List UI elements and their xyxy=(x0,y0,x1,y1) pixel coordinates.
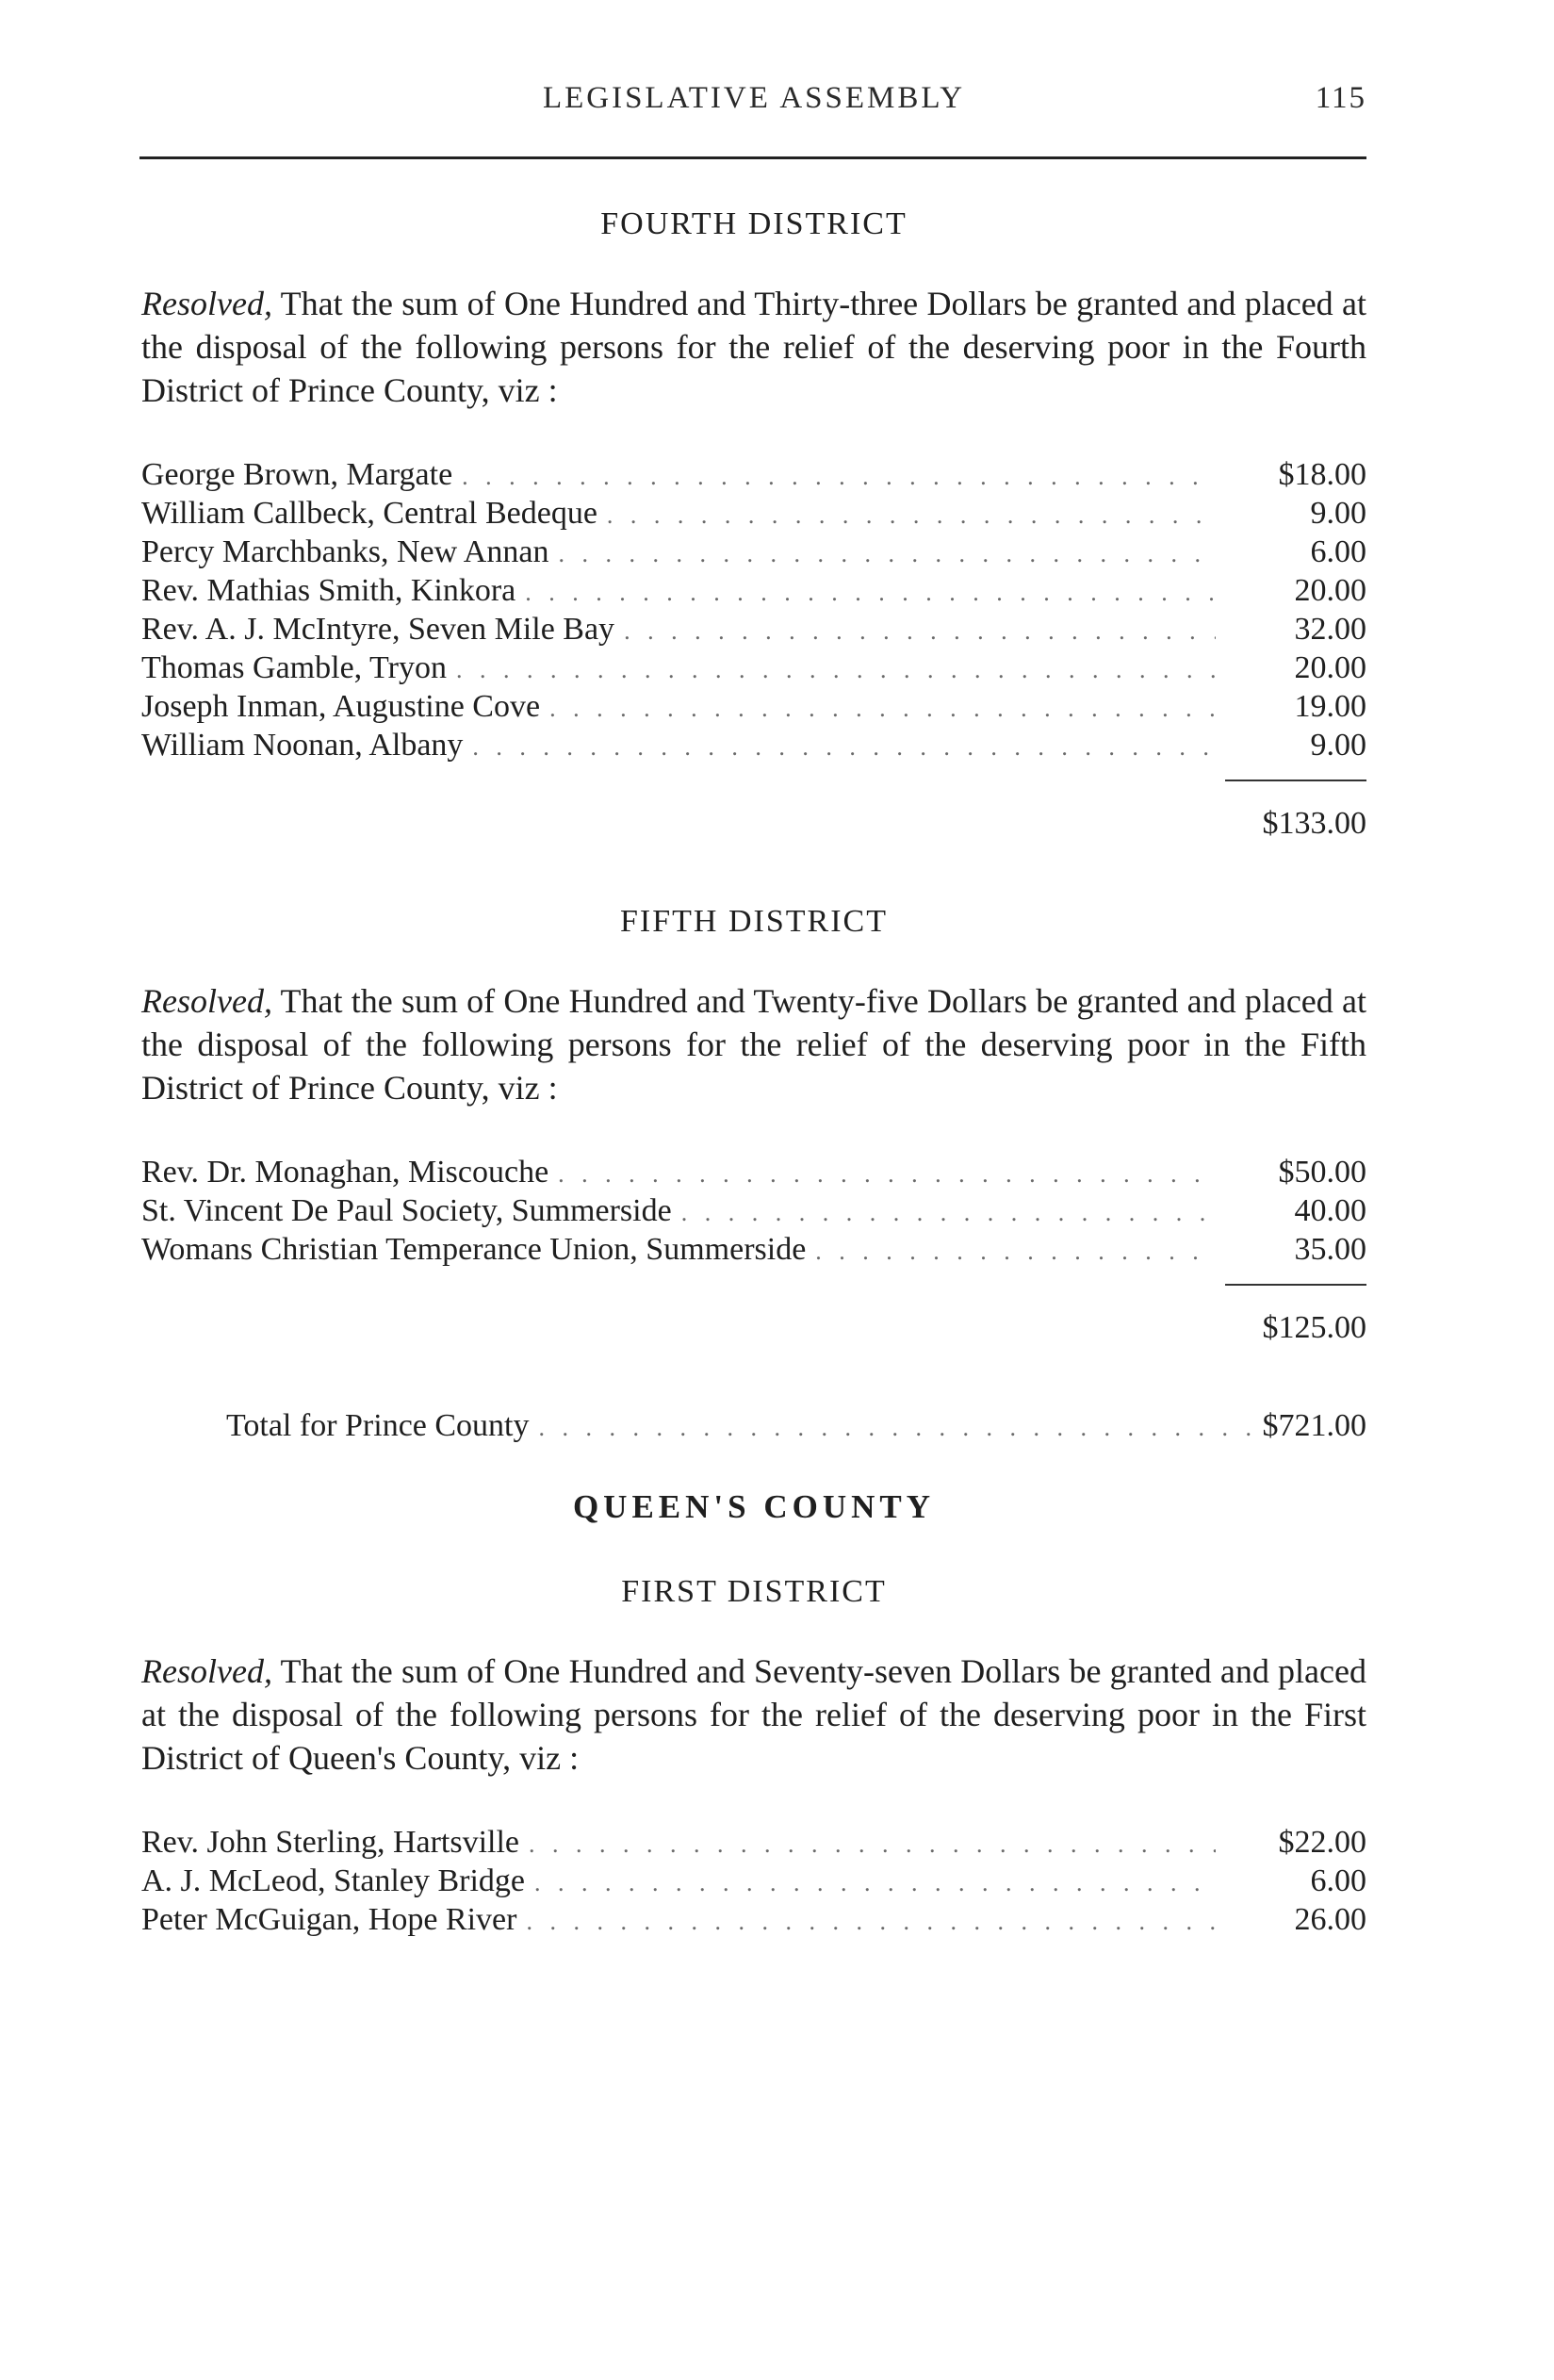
grant-list xyxy=(141,1823,1366,1939)
resolution-lead: Resolved, xyxy=(141,982,272,1020)
resolution-text: That the sum of One Hundred and Thirty-three Dollars be granted and placed at the disposal of the following persons for the relief of the deserving poor in the Fourth District of Prince County, viz : xyxy=(141,285,1366,409)
grant-amount: 20.00 xyxy=(1294,573,1366,608)
list-item xyxy=(141,455,1366,494)
resolution-lead: Resolved, xyxy=(141,285,272,322)
grant-amount: 26.00 xyxy=(1294,1902,1366,1937)
grant-amount: $18.00 xyxy=(1278,457,1366,492)
grant-amount: $50.00 xyxy=(1278,1155,1366,1190)
grant-amount: 6.00 xyxy=(1310,1863,1366,1898)
grant-amount: 9.00 xyxy=(1310,496,1366,531)
county-total-label: Total for Prince County xyxy=(226,1408,530,1443)
dot-leader xyxy=(624,612,1216,650)
list-item xyxy=(141,1153,1366,1191)
recipient-name: Rev. Dr. Monaghan, Miscouche xyxy=(141,1155,549,1190)
dot-leader xyxy=(607,496,1216,534)
list-item xyxy=(141,571,1366,610)
list-item xyxy=(141,687,1366,726)
county-total-amount: $721.00 xyxy=(1262,1408,1366,1443)
list-item xyxy=(141,494,1366,533)
district-heading: FIRST DISTRICT xyxy=(621,1574,887,1609)
district-heading: FOURTH DISTRICT xyxy=(600,206,908,241)
list-item xyxy=(141,1230,1366,1269)
recipient-name: Rev. John Sterling, Hartsville xyxy=(141,1825,520,1860)
list-item xyxy=(141,1862,1366,1900)
dot-leader xyxy=(526,1902,1216,1941)
header-rule xyxy=(139,156,1366,159)
grant-amount: 40.00 xyxy=(1294,1193,1366,1228)
dot-leader xyxy=(456,650,1216,689)
recipient-name: William Callbeck, Central Bedeque xyxy=(141,496,597,531)
dot-leader xyxy=(815,1232,1216,1271)
total-rule xyxy=(1225,1284,1366,1286)
grant-amount: 6.00 xyxy=(1310,534,1366,569)
resolution-text: That the sum of One Hundred and Seventy-seven Dollars be granted and placed at the disposal of the following persons for the relief of the deserving poor in the First District of Queen's County, viz : xyxy=(141,1652,1366,1777)
page-number: 115 xyxy=(1315,81,1366,115)
total-amount: $125.00 xyxy=(1262,1310,1366,1345)
grant-list xyxy=(141,1153,1366,1269)
grant-amount: 32.00 xyxy=(1294,612,1366,647)
district-heading: FIFTH DISTRICT xyxy=(620,904,888,939)
running-title: LEGISLATIVE ASSEMBLY xyxy=(542,81,966,115)
fourth-district-section xyxy=(141,203,1366,862)
county-heading: QUEEN'S COUNTY xyxy=(572,1488,936,1525)
recipient-name: Joseph Inman, Augustine Cove xyxy=(141,689,541,724)
resolution-paragraph xyxy=(141,282,1366,412)
resolution-paragraph xyxy=(141,1650,1366,1780)
dot-leader xyxy=(539,1406,1253,1450)
recipient-name: Rev. A. J. McIntyre, Seven Mile Bay xyxy=(141,612,615,647)
resolution-lead: Resolved, xyxy=(141,1652,272,1690)
recipient-name: Percy Marchbanks, New Annan xyxy=(141,534,549,569)
list-item xyxy=(141,1900,1366,1939)
resolution-paragraph xyxy=(141,979,1366,1109)
dot-leader xyxy=(558,1155,1216,1193)
recipient-name: Rev. Mathias Smith, Kinkora xyxy=(141,573,516,608)
dot-leader xyxy=(681,1193,1216,1232)
dot-leader xyxy=(534,1863,1216,1902)
county-total-line xyxy=(226,1404,1366,1448)
recipient-name: Thomas Gamble, Tryon xyxy=(141,650,447,685)
recipient-name: Peter McGuigan, Hope River xyxy=(141,1902,517,1937)
dot-leader xyxy=(549,689,1216,728)
grant-amount: 20.00 xyxy=(1294,650,1366,685)
district-total xyxy=(141,778,1366,862)
fifth-district-section xyxy=(141,900,1366,1367)
recipient-name: Womans Christian Temperance Union, Summerside xyxy=(141,1232,807,1267)
district-total xyxy=(141,1282,1366,1367)
running-header xyxy=(141,81,1366,138)
list-item xyxy=(141,648,1366,687)
list-item xyxy=(141,1191,1366,1230)
queens-first-district-section xyxy=(141,1570,1366,1939)
list-item xyxy=(141,610,1366,648)
grant-amount: 19.00 xyxy=(1294,689,1366,724)
recipient-name: William Noonan, Albany xyxy=(141,728,464,763)
page-body xyxy=(141,203,1366,1977)
total-amount: $133.00 xyxy=(1262,806,1366,841)
list-item xyxy=(141,533,1366,571)
dot-leader xyxy=(529,1825,1216,1863)
grant-amount: 35.00 xyxy=(1294,1232,1366,1267)
grant-list xyxy=(141,455,1366,764)
recipient-name: St. Vincent De Paul Society, Summerside xyxy=(141,1193,672,1228)
list-item xyxy=(141,1823,1366,1862)
dot-leader xyxy=(525,573,1216,612)
recipient-name: George Brown, Margate xyxy=(141,457,453,492)
total-rule xyxy=(1225,780,1366,781)
resolution-text: That the sum of One Hundred and Twenty-five Dollars be granted and placed at the disposal of the following persons for the relief of the deserving poor in the Fifth District of Prince County, viz : xyxy=(141,982,1366,1107)
dot-leader xyxy=(472,728,1216,766)
grant-amount: 9.00 xyxy=(1310,728,1366,763)
recipient-name: A. J. McLeod, Stanley Bridge xyxy=(141,1863,525,1898)
dot-leader xyxy=(558,534,1216,573)
dot-leader xyxy=(462,457,1216,496)
grant-amount: $22.00 xyxy=(1278,1825,1366,1860)
list-item xyxy=(141,726,1366,764)
